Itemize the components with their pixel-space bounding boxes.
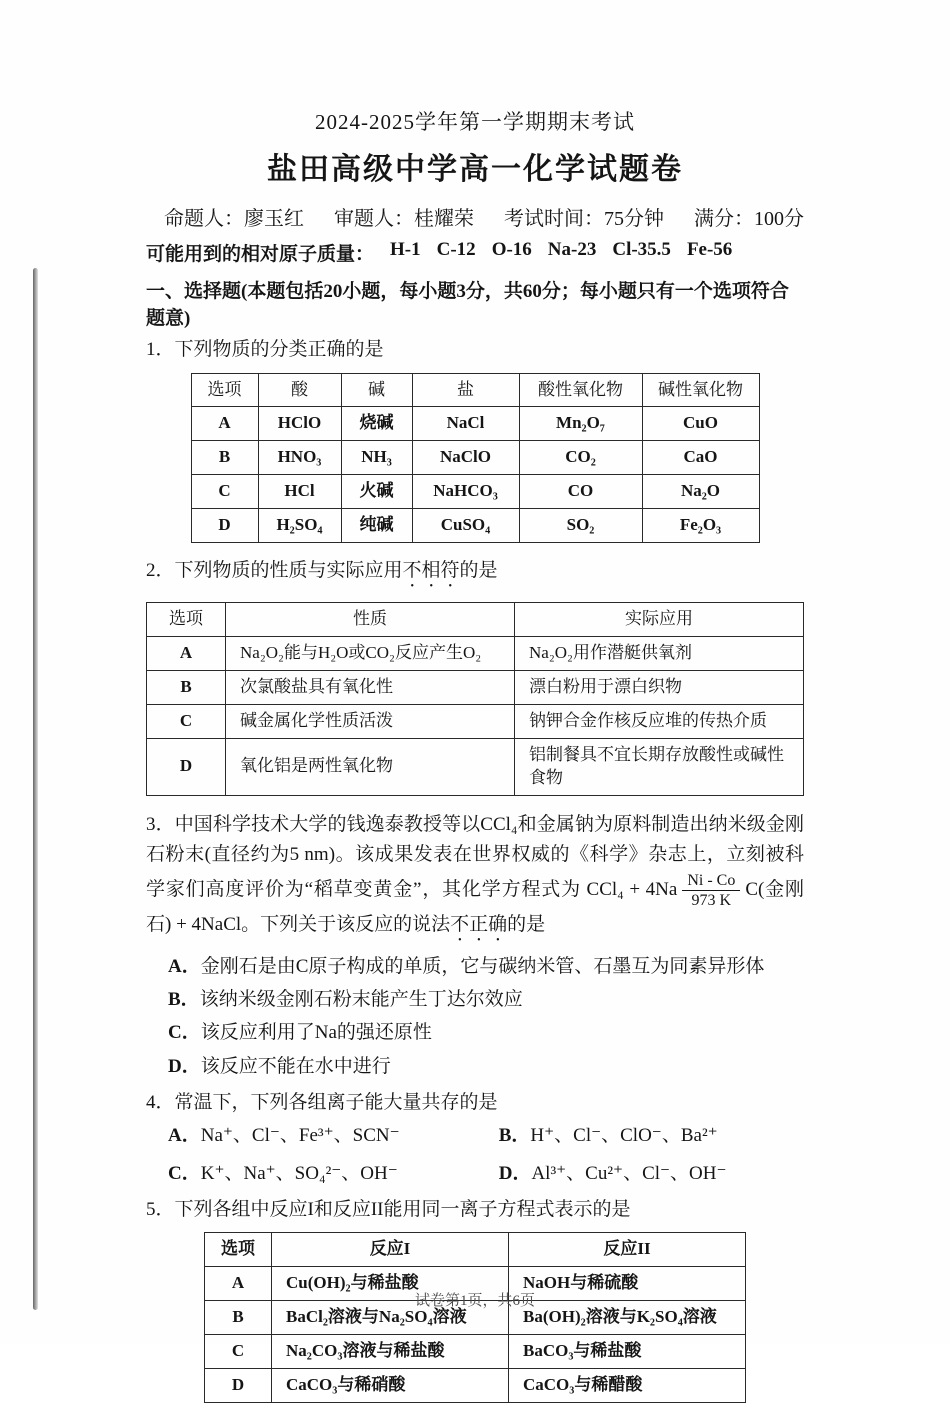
atomic-mass-item: Fe-56 [686,239,733,260]
meta-reviewer: 审题人：桂耀荣 [334,208,474,230]
column-header: 反应II [509,1233,746,1267]
table-cell: Na₂CO₃溶液与稀盐酸 [272,1335,509,1369]
table-cell: NaOH与稀硫酸 [509,1267,746,1301]
q3-option-a: A．金刚石是由C原子构成的单质，它与碳纳米管、石墨互为同素异形体 [168,955,765,977]
atomic-mass-item: H-1 [390,239,421,260]
atomic-mass-item: C-12 [436,239,476,260]
table-row [147,637,804,671]
table-cell: CaCO₃与稀醋酸 [509,1369,746,1403]
q3-stem-text: 的是 [507,913,546,935]
table-row [147,705,804,739]
column-header: 实际应用 [515,603,804,637]
table-cell: 漂白粉用于漂白织物 [515,671,804,705]
column-header: 选项 [147,603,226,637]
q2-stem-emphasis: 不相符 [402,560,460,582]
table-row [147,671,804,705]
option-letter-cell: C [191,475,258,509]
table-cell: Fe₂O₃ [642,509,759,543]
table-row [205,1335,746,1369]
q4-option-a: A．Na⁺、Cl⁻、Fe³⁺、SCN⁻ [168,1125,400,1147]
table-cell: 烧碱 [341,407,412,441]
atomic-masses-line [146,239,804,266]
table-cell: 纯碱 [341,509,412,543]
table-cell: Ba(OH)₂溶液与K₂SO₄溶液 [509,1301,746,1335]
meta-full-score: 满分：100分 [694,208,804,230]
atomic-mass-item: Cl-35.5 [612,239,671,260]
option-letter-cell: C [205,1335,272,1369]
exam-session: 2024-2025学年第一学期期末考试 [315,110,635,134]
table-cell: BaCO₃与稀盐酸 [509,1335,746,1369]
q3-stem-text: C(金刚石) + 4NaCl。下列关于该反应的说法 [146,878,804,935]
option-letter-cell: B [205,1301,272,1335]
table-cell: 火碱 [341,475,412,509]
table-cell: 次氯酸盐具有氧化性 [226,671,515,705]
q4-stem: 4．常温下，下列各组离子能大量共存的是 [146,1091,498,1113]
option-letter-cell: D [191,509,258,543]
reaction-condition-fraction [682,871,740,910]
option-letter-cell: A [191,407,258,441]
q3-option-c: C．该反应利用了Na的强还原性 [168,1022,432,1044]
q4-option-c: C．K⁺、Na⁺、SO₄²⁻、OH⁻ [168,1162,398,1184]
meta-duration: 考试时间：75分钟 [504,208,664,230]
table-cell: Na₂O [642,475,759,509]
table-header-row [205,1233,746,1267]
table-cell: NaClO [412,441,519,475]
q3-option-d: D．该反应不能在水中进行 [168,1055,391,1077]
table-row [191,475,759,509]
column-header: 反应I [272,1233,509,1267]
atomic-masses-label: 可能用到的相对原子质量： [146,244,375,265]
q5-table [204,1232,746,1403]
table-row [191,509,759,543]
option-letter-cell: A [205,1267,272,1301]
table-cell: NaHCO₃ [412,475,519,509]
q3-stem [146,810,804,946]
table-cell: HClO [258,407,341,441]
q4-option-d: D．Al³⁺、Cu²⁺、Cl⁻、OH⁻ [498,1162,727,1184]
page-title: 盐田高级中学高一化学试题卷 [267,153,683,186]
meta-proposer: 命题人：廖玉红 [164,208,304,230]
option-letter-cell: B [191,441,258,475]
table-cell: Na₂O₂用作潜艇供氧剂 [515,637,804,671]
option-letter-cell: A [147,637,226,671]
column-header: 碱 [341,373,412,407]
q2-stem-text: 的是 [459,560,498,582]
table-header-row [191,373,759,407]
column-header: 选项 [205,1233,272,1267]
table-cell: BaCl₂溶液与Na₂SO₄溶液 [272,1301,509,1335]
table-cell: 钠钾合金作核反应堆的传热介质 [515,705,804,739]
table-row [191,441,759,475]
column-header: 酸性氧化物 [519,373,642,407]
table-cell: Mn₂O₇ [519,407,642,441]
q3-option-b: B．该纳米级金刚石粉末能产生丁达尔效应 [168,989,523,1011]
table-cell: CO [519,475,642,509]
q3-options [168,950,804,1083]
table-cell: CuO [642,407,759,441]
table-cell: CaCO₃与稀硝酸 [272,1369,509,1403]
q3-stem-emphasis: 不正确 [450,913,508,935]
table-cell: 氧化铝是两性氧化物 [226,738,515,795]
table-cell: 铝制餐具不宜长期存放酸性或碱性食物 [515,738,804,795]
table-row [147,738,804,795]
section-heading: 一、选择题(本题包括20小题，每小题3分，共60分；每小题只有一个选项符合题意) [146,281,789,329]
atomic-mass-item: O-16 [491,239,532,260]
table-cell: CuSO₄ [412,509,519,543]
table-cell: NH₃ [341,441,412,475]
table-row [205,1369,746,1403]
q2-stem-text: 2．下列物质的性质与实际应用 [146,560,403,582]
table-row [191,407,759,441]
table-cell: CaO [642,441,759,475]
table-cell: H₂SO₄ [258,509,341,543]
page-footer: 试卷第1页，共6页 [414,1293,535,1309]
table-cell: NaCl [412,407,519,441]
q3-stem-text: 3．中国科学技术大学的钱逸泰教授等以CCl₄和金属钠为原料制造出纳米级金刚石粉末(直径约为5 nm)。该成果发表在世界权威的《科学》杂志上，立刻被科学家们高度评价为“稻草变黄金”，其化学方程式为 CCl₄ + 4Na [146,813,804,900]
table-cell: Cu(OH)₂与稀盐酸 [272,1267,509,1301]
q5-stem: 5．下列各组中反应I和反应II能用同一离子方程式表示的是 [146,1198,631,1220]
fraction-denominator: 973 K [691,891,732,909]
table-header-row [147,603,804,637]
q1-stem: 1．下列物质的分类正确的是 [146,339,384,360]
column-header: 碱性氧化物 [642,373,759,407]
option-letter-cell: B [147,671,226,705]
exam-meta [146,202,804,231]
column-header: 选项 [191,373,258,407]
column-header: 性质 [226,603,515,637]
column-header: 酸 [258,373,341,407]
table-cell: 碱金属化学性质活泼 [226,705,515,739]
q1-table [191,373,760,544]
table-cell: SO₂ [519,509,642,543]
scan-spine-shadow [33,268,38,1310]
q2-table [146,602,804,796]
table-cell: CO₂ [519,441,642,475]
option-letter-cell: D [205,1369,272,1403]
atomic-mass-item: Na-23 [547,239,597,260]
option-letter-cell: C [147,705,226,739]
table-cell: HNO₃ [258,441,341,475]
table-cell: HCl [258,475,341,509]
q4-options [168,1119,804,1190]
q2-stem [146,557,804,592]
column-header: 盐 [412,373,519,407]
table-cell: Na₂O₂能与H₂O或CO₂反应产生O₂ [226,637,515,671]
option-letter-cell: D [147,738,226,795]
q4-option-b: B．H⁺、Cl⁻、ClO⁻、Ba²⁺ [498,1125,718,1147]
fraction-numerator: Ni - Co [682,871,740,891]
